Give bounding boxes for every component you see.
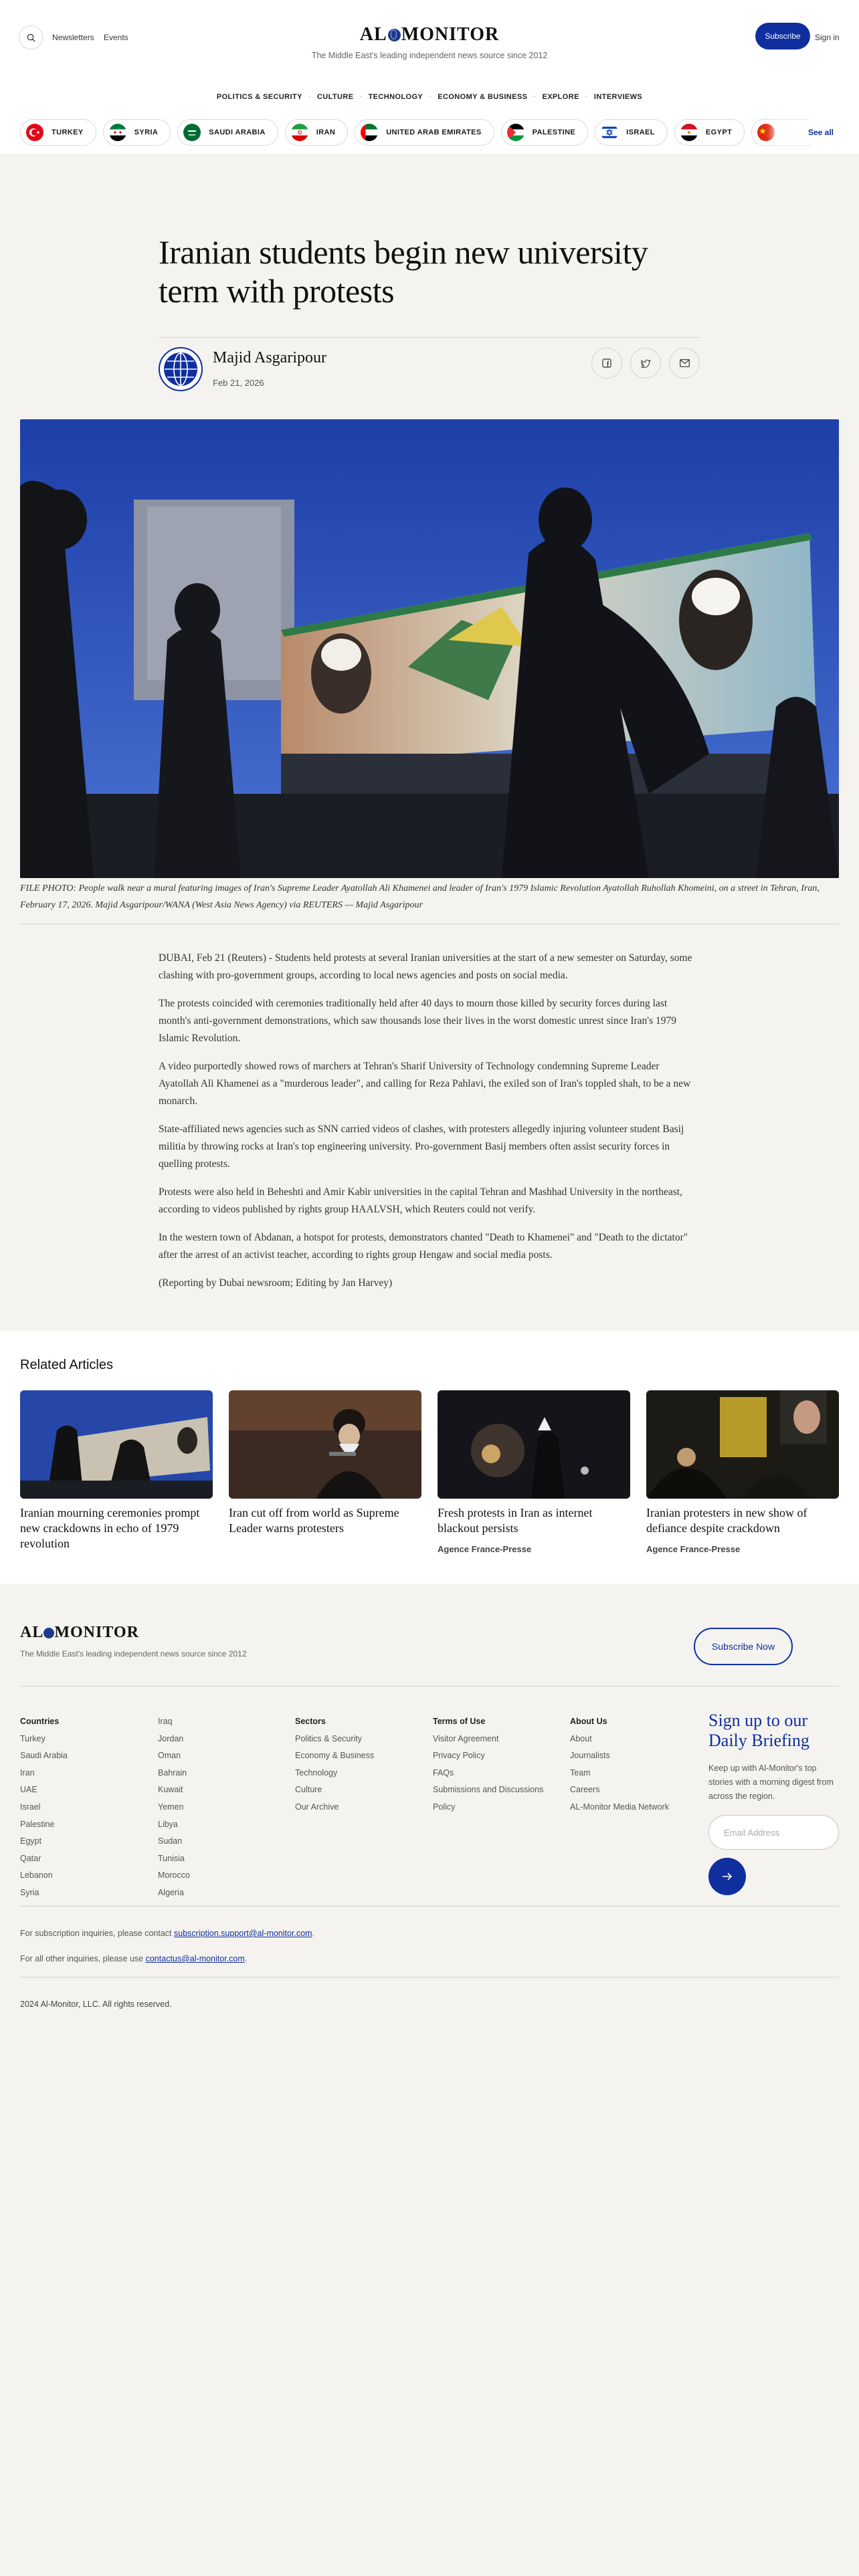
see-all-countries-link[interactable]: See all <box>783 120 859 144</box>
footer-link[interactable]: Team <box>570 1767 591 1778</box>
footer-link[interactable]: UAE <box>20 1785 37 1795</box>
article-paragraph: In the western town of Abdanan, a hotspot for protests, demonstrators chanted "Death to Khamenei" and "Death to the dictator" after the arrest of an activist teacher, according to rights group Hengaw and social media posts. <box>159 1232 688 1261</box>
footer-link[interactable]: Journalists <box>570 1751 610 1761</box>
footer-tagline: The Middle East's leading independent news source since 2012 <box>20 1649 247 1658</box>
article-paragraph: DUBAI, Feb 21 (Reuters) - Students held protests at several Iranian universities at the start of a new semester on Saturday, some clashing with pro-government groups, according to local news agencies and posts on social media. <box>159 952 692 981</box>
main-nav: POLITICS & SECURITY · CULTURE · TECHNOLOGY · ECONOMY & BUSINESS · EXPLORE · INTERVIEWS <box>0 93 859 101</box>
logo-text-right: MONITOR <box>401 24 500 45</box>
footer-link[interactable]: Lebanon <box>20 1870 53 1881</box>
footer-logo[interactable] <box>20 1624 139 1642</box>
uae-flag-icon <box>361 124 378 141</box>
contact-email-link[interactable]: contactus@al-monitor.com <box>145 1954 245 1963</box>
related-source: Agence France-Presse <box>646 1544 741 1554</box>
nav-culture[interactable]: CULTURE <box>316 93 354 101</box>
subscribe-button[interactable]: Subscribe <box>755 23 810 49</box>
logo-text-left: AL <box>359 24 387 45</box>
country-chip-label: TURKEY <box>52 128 84 136</box>
newsletters-link[interactable]: Newsletters <box>52 33 94 42</box>
related-title: Iranian protesters in new show of defiance despite crackdown <box>646 1506 807 1535</box>
country-chip-egypt[interactable] <box>674 119 745 146</box>
footer-link[interactable]: Egypt <box>20 1836 41 1846</box>
footer-link[interactable]: Careers <box>570 1785 600 1795</box>
mail-icon <box>680 359 690 367</box>
nav-politics-security[interactable]: POLITICS & SECURITY <box>216 93 302 101</box>
newsletter-signup <box>708 1711 842 1804</box>
inquiry-text: For subscription inquiries, please contact <box>20 1929 172 1938</box>
footer-col-heading: Terms of Use <box>433 1717 486 1726</box>
footer-link[interactable]: Jordan <box>158 1733 184 1743</box>
arrow-right-icon <box>722 1872 733 1881</box>
footer-link[interactable]: Tunisia <box>158 1853 185 1863</box>
related-articles <box>0 1331 859 1584</box>
footer-divider <box>20 1686 839 1687</box>
footer-col-about <box>570 1713 697 1816</box>
footer-link[interactable]: Libya <box>158 1819 178 1829</box>
country-chip-label: SYRIA <box>134 128 159 136</box>
country-chip-syria[interactable] <box>103 119 171 146</box>
footer-link[interactable]: About <box>570 1733 592 1743</box>
nav-economy-business[interactable]: ECONOMY & BUSINESS <box>438 93 528 101</box>
related-title: Fresh protests in Iran as internet blackout persists <box>438 1506 593 1535</box>
egypt-flag-icon <box>680 124 698 141</box>
footer-link[interactable]: Israel <box>20 1802 41 1812</box>
hero-image <box>20 419 839 878</box>
footer-link[interactable]: Palestine <box>20 1819 55 1829</box>
footer-col-heading: Sectors <box>295 1717 326 1726</box>
hero-image-caption: FILE PHOTO: People walk near a mural featuring images of Iran's Supreme Leader Ayatollah Ali Khamenei and leader of Iran's 1979 Islamic Revolution Ayatollah Ruhollah Khomeini, on a street in Tehran, Iran, February 17, 2026. Majid Asgaripour/WANA (West Asia News Agency) via REUTERS — Majid Asgaripour <box>20 883 820 910</box>
country-chip-turkey[interactable] <box>20 119 96 146</box>
site-footer <box>0 1584 859 2576</box>
footer-link[interactable]: Yemen <box>158 1802 184 1812</box>
country-chip-label: IRAN <box>316 128 336 136</box>
footer-col-terms <box>433 1713 567 1816</box>
country-chip-label: UNITED ARAB EMIRATES <box>386 128 482 136</box>
saudi-arabia-flag-icon <box>183 124 201 141</box>
related-card[interactable] <box>646 1390 839 1554</box>
related-thumbnail <box>229 1390 421 1499</box>
country-chip-label: PALESTINE <box>532 128 576 136</box>
footer-link[interactable]: Technology <box>295 1767 338 1778</box>
article-paragraph: Protests were also held in Beheshti and Amir Kabir universities in the capital Tehran and Mashhad University in the northeast, according to videos published by rights group HAALVSH, which Reuters could not verify. <box>159 1186 682 1215</box>
syria-flag-icon <box>109 124 126 141</box>
footer-link[interactable]: Iraq <box>158 1717 173 1726</box>
related-card[interactable] <box>229 1390 421 1536</box>
related-thumbnail <box>646 1390 839 1499</box>
footer-link[interactable]: Visitor Agreement <box>433 1733 499 1743</box>
country-chip-uae[interactable] <box>355 119 494 146</box>
footer-col-heading: About Us <box>570 1717 607 1726</box>
logo-text-left: AL <box>20 1624 44 1641</box>
globe-icon <box>163 352 198 387</box>
article-title: Iranian students begin new university term with protests <box>159 233 648 310</box>
site-header <box>0 0 859 155</box>
footer-divider <box>20 1906 839 1907</box>
related-source: Agence France-Presse <box>438 1544 532 1554</box>
logo-text-right: MONITOR <box>54 1624 139 1641</box>
footer-link[interactable]: Algeria <box>158 1887 184 1897</box>
related-heading: Related Articles <box>20 1358 113 1372</box>
author-name-link[interactable]: Majid Asgaripour <box>213 349 326 366</box>
footer-col-sectors <box>295 1713 374 1816</box>
country-chip-palestine[interactable] <box>501 119 589 146</box>
site-logo[interactable] <box>0 24 859 45</box>
sign-in-link[interactable]: Sign in <box>815 33 840 42</box>
inquiry-text: For all other inquiries, please use <box>20 1954 144 1963</box>
iran-flag-icon <box>291 124 308 141</box>
footer-col-heading: Countries <box>20 1717 60 1726</box>
newsletter-email-input[interactable] <box>708 1815 839 1850</box>
footer-link[interactable]: Privacy Policy <box>433 1751 485 1761</box>
country-chip-saudi-arabia[interactable] <box>177 119 278 146</box>
related-thumbnail <box>20 1390 213 1499</box>
footer-link[interactable]: Syria <box>20 1887 39 1897</box>
byline-divider <box>159 337 700 338</box>
newsletter-submit-button[interactable] <box>708 1858 746 1895</box>
footer-col-countries-2 <box>158 1713 190 1902</box>
israel-flag-icon <box>601 124 618 141</box>
share-twitter-button[interactable] <box>630 348 661 379</box>
globe-icon <box>388 29 401 41</box>
footer-link[interactable]: Kuwait <box>158 1785 183 1795</box>
site-tagline: The Middle East's leading independent news source since 2012 <box>311 51 548 60</box>
related-card[interactable] <box>438 1390 630 1554</box>
related-thumbnail <box>438 1390 630 1499</box>
article-credit: (Reporting by Dubai newsroom; Editing by Jan Harvey) <box>159 1277 393 1289</box>
footer-link[interactable]: FAQs <box>433 1767 454 1778</box>
footer-link[interactable]: AL-Monitor Media Network <box>570 1802 669 1812</box>
general-inquiry: For all other inquiries, please use contactus@al-monitor.com. <box>20 1954 248 1963</box>
footer-link[interactable]: Our Archive <box>295 1802 339 1812</box>
share-email-button[interactable] <box>669 348 700 379</box>
twitter-icon <box>641 359 651 368</box>
footer-link[interactable]: Politics & Security <box>295 1733 363 1743</box>
newsletter-description: Keep up with Al-Monitor's top stories with a morning digest from across the region. <box>708 1763 834 1801</box>
palestine-flag-icon <box>507 124 524 141</box>
article-paragraph: A video purportedly showed rows of marchers at Tehran's Sharif University of Technology condemning Supreme Leader Ayatollah Ali Khamenei as a "murderous leader", and calling for Reza Pahlavi, the exiled son of Iran's toppled shah, to be a new monarch. <box>159 1061 691 1107</box>
subscription-inquiry: For subscription inquiries, please contact subscription.support@al-monitor.com. <box>20 1929 315 1938</box>
country-chip-iran[interactable] <box>285 119 349 146</box>
nav-technology[interactable]: TECHNOLOGY <box>368 93 423 101</box>
related-card[interactable] <box>20 1390 213 1551</box>
article-paragraph: State-affiliated news agencies such as SNN carried videos of clashes, with protesters allegedly injuring volunteer student Basij militia by throwing rocks at Iran's top engineering university. Pro-government Basij members often assist security forces in quelling protests. <box>159 1123 684 1170</box>
events-link[interactable]: Events <box>104 33 128 42</box>
article-body <box>159 950 700 1303</box>
newsletter-title: Sign up to our Daily Briefing <box>708 1711 809 1750</box>
footer-link[interactable]: Turkey <box>20 1733 45 1743</box>
footer-link[interactable]: Sudan <box>158 1836 183 1846</box>
nav-explore[interactable]: EXPLORE <box>542 93 579 101</box>
copyright: 2024 Al-Monitor, LLC. All rights reserved. <box>20 2000 172 2009</box>
footer-col-countries <box>20 1713 68 1902</box>
nav-interviews[interactable]: INTERVIEWS <box>593 93 643 101</box>
article-paragraph: The protests coincided with ceremonies traditionally held after 40 days to mourn those killed by security forces during last month's anti-government demonstrations, which saw thousands lose their lives in the worst domestic unrest since Iran's 1979 Islamic Revolution. <box>159 998 676 1044</box>
country-chip-bar <box>20 119 820 146</box>
turkey-flag-icon <box>26 124 43 141</box>
globe-icon <box>43 1628 54 1638</box>
country-chip-label: SAUDI ARABIA <box>209 128 266 136</box>
author-avatar[interactable] <box>159 347 203 391</box>
country-chip-israel[interactable] <box>595 119 668 146</box>
subscribe-now-button[interactable]: Subscribe Now <box>694 1628 793 1665</box>
footer-link[interactable]: Iran <box>20 1767 35 1778</box>
footer-link[interactable]: Bahrain <box>158 1767 187 1778</box>
footer-link[interactable]: Submissions and Discussions Policy <box>433 1785 544 1812</box>
country-chip-label: EGYPT <box>705 128 733 136</box>
subscription-email-link[interactable]: subscription.support@al-monitor.com <box>174 1929 312 1938</box>
related-title: Iranian mourning ceremonies prompt new crackdowns in echo of 1979 revolution <box>20 1506 200 1550</box>
related-title: Iran cut off from world as Supreme Leader warns protesters <box>229 1506 399 1535</box>
country-chip-label: ISRAEL <box>626 128 655 136</box>
footer-link[interactable]: Saudi Arabia <box>20 1751 68 1761</box>
share-facebook-button[interactable] <box>591 348 622 379</box>
footer-link[interactable]: Morocco <box>158 1870 190 1881</box>
footer-link[interactable]: Culture <box>295 1785 322 1795</box>
china-flag-icon <box>757 124 775 141</box>
footer-link[interactable]: Qatar <box>20 1853 41 1863</box>
footer-link[interactable]: Oman <box>158 1751 181 1761</box>
footer-link[interactable]: Economy & Business <box>295 1751 375 1761</box>
facebook-icon <box>602 358 611 368</box>
publish-date: Feb 21, 2026 <box>213 378 264 388</box>
